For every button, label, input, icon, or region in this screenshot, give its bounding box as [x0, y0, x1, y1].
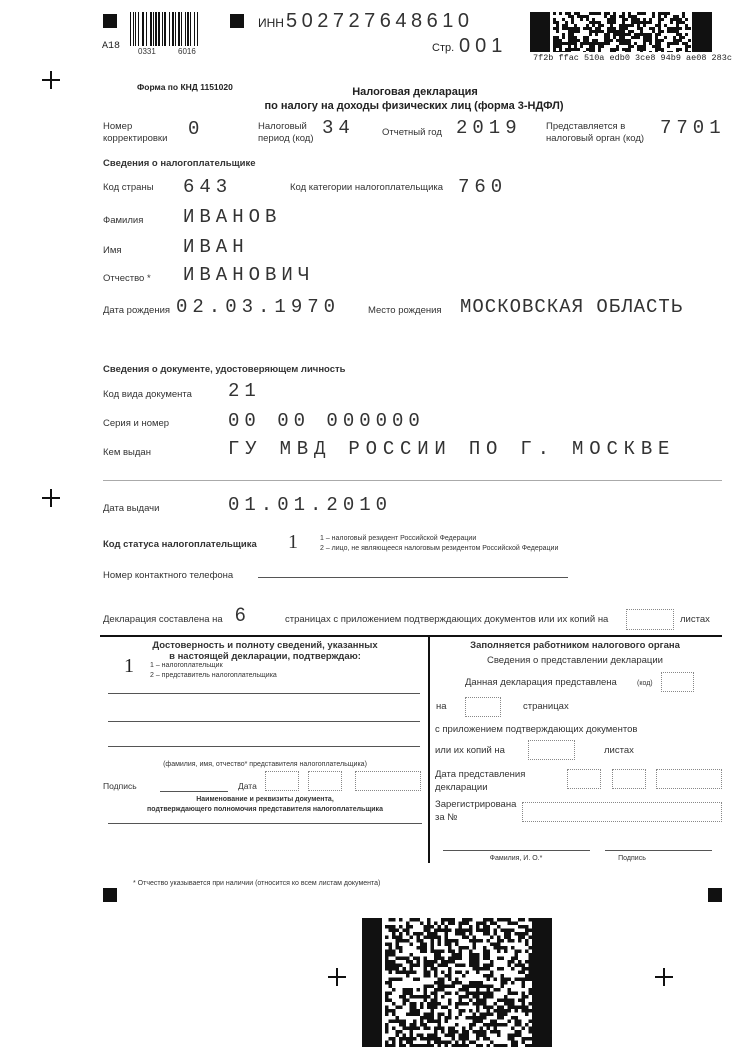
category-label: Код категории налогоплательщика [290, 182, 444, 193]
name-label: Имя [103, 245, 122, 256]
doc-line[interactable] [108, 823, 422, 824]
barcode-linear [130, 12, 200, 46]
date-label: Дата [238, 781, 257, 791]
birthdate-label: Дата рождения [103, 305, 171, 316]
birthdate-value: 02.03.1970 [176, 296, 341, 318]
office-pages-label: страницах [523, 701, 569, 712]
footnote: * Отчество указывается при наличии (относится ко всем листам документа) [133, 880, 381, 887]
submitted-code-field[interactable] [661, 672, 694, 692]
year-label: Отчетный год [382, 127, 442, 138]
reg-label: за № [435, 812, 458, 823]
correction-value: 0 [188, 118, 205, 140]
doc-series-value: 00 00 000000 [228, 410, 425, 432]
office-date-year-field[interactable] [656, 769, 722, 789]
date-month-field[interactable] [308, 771, 342, 791]
category-value: 760 [458, 176, 508, 198]
doc-issuer-value: ГУ МВД РОССИИ ПО Г. МОСКВЕ [228, 438, 676, 460]
office-subtitle: Сведения о представлении декларации [487, 655, 663, 666]
pages-value: 6 [235, 605, 251, 626]
marker-square [708, 888, 722, 902]
section-document: Сведения о документе, удостоверяющем личность [103, 364, 346, 375]
period-label: период (код) [258, 133, 314, 144]
authority-label: налоговый орган (код) [546, 133, 645, 144]
phone-field[interactable] [258, 577, 568, 578]
reg-label: Зарегистрирована [435, 799, 517, 810]
barcode-number: 0331 [138, 47, 156, 56]
attachments-sheets-field[interactable] [626, 609, 674, 630]
phone-label: Номер контактного телефона [103, 570, 234, 581]
pages-text: страницах с приложением подтверждающих документов или их копий на [285, 614, 609, 625]
marker-square [103, 888, 117, 902]
office-date-label: Дата представления [435, 769, 526, 780]
crosshair-icon [42, 71, 60, 89]
reg-number-field[interactable] [522, 802, 722, 822]
birthplace-label: Место рождения [368, 305, 442, 316]
divider-vertical [428, 636, 430, 863]
patronymic-value: ИВАНОВИЧ [183, 264, 315, 286]
attach-label: с приложением подтверждающих документов [435, 724, 638, 735]
authority-value: 7701 [660, 117, 726, 139]
office-title: Заполняется работником налогового органа [470, 640, 680, 651]
status-value: 1 [288, 531, 303, 553]
confirm-value: 1 [124, 655, 134, 677]
sheets-label: листах [680, 614, 710, 625]
divider-thick [100, 635, 722, 637]
signature-field[interactable] [160, 791, 228, 792]
country-value: 643 [183, 176, 233, 198]
confirm-note: 2 – представитель налогоплательщика [150, 672, 277, 679]
fio-line[interactable] [443, 850, 590, 851]
year-value: 2019 [456, 117, 522, 139]
doc-series-label: Серия и номер [103, 418, 170, 429]
period-value: 34 [322, 117, 355, 139]
doc-type-label: Код вида документа [103, 389, 192, 400]
signature-label: Подпись [103, 781, 137, 791]
copies-field[interactable] [528, 740, 575, 760]
marker-square [230, 14, 244, 28]
divider [103, 480, 722, 481]
doc-type-value: 21 [228, 380, 261, 402]
doc-issuer-label: Кем выдан [103, 447, 151, 458]
representative-line[interactable] [108, 721, 420, 722]
confirm-title: Достоверность и полноту сведений, указанных [152, 640, 378, 651]
patronymic-label: Отчество * [103, 273, 151, 284]
office-date-month-field[interactable] [612, 769, 646, 789]
barcode-2d [530, 12, 712, 52]
crosshair-icon [328, 968, 346, 986]
barcode-2d-bottom [362, 918, 552, 1047]
date-year-field[interactable] [355, 771, 421, 791]
section-taxpayer: Сведения о налогоплательщике [103, 158, 256, 169]
marker-square [103, 14, 117, 28]
copies-label: или их копий на [435, 745, 505, 756]
office-sign-caption: Подпись [618, 855, 646, 862]
on-label: на [436, 701, 447, 712]
inn-value: 502727648610 [286, 10, 474, 32]
representative-line[interactable] [108, 746, 420, 747]
authority-label: Представляется в [546, 121, 626, 132]
fio-caption: (фамилия, имя, отчество* представителя налогоплательщика) [163, 761, 367, 768]
barcode-number: 6016 [178, 47, 196, 56]
representative-line[interactable] [108, 693, 420, 694]
page-label: Стр. [432, 42, 455, 54]
pages-label: Декларация составлена на [103, 614, 223, 625]
doc-caption: подтверждающего полномочия представителя налогоплательщика [147, 806, 383, 813]
page-number: 001 [459, 35, 508, 57]
date-day-field[interactable] [265, 771, 299, 791]
country-label: Код страны [103, 182, 154, 193]
status-note: 1 – налоговый резидент Российской Федерации [320, 535, 477, 542]
period-label: Налоговый [258, 121, 307, 132]
form-knd: Форма по КНД 1151020 [137, 82, 233, 92]
submitted-label: Данная декларация представлена [465, 677, 617, 688]
correction-label: корректировки [103, 133, 168, 144]
status-note: 2 – лицо, не являющееся налоговым резидентом Российской Федерации [320, 545, 559, 552]
office-sheets-label: листах [604, 745, 634, 756]
surname-label: Фамилия [103, 215, 144, 226]
form-subtitle: по налогу на доходы физических лиц (форма 3-НДФЛ) [264, 100, 564, 112]
office-date-day-field[interactable] [567, 769, 601, 789]
birthplace-value: МОСКОВСКАЯ ОБЛАСТЬ [460, 296, 684, 318]
surname-value: ИВАНОВ [183, 206, 282, 228]
doc-caption: Наименование и реквизиты документа, [196, 796, 334, 803]
code-label: (код) [637, 680, 653, 687]
crosshair-icon [655, 968, 673, 986]
form-title: Налоговая декларация [352, 86, 478, 98]
barcode-code: A18 [102, 41, 121, 52]
office-date-label: декларации [435, 782, 488, 793]
inn-label: ИНН [258, 16, 284, 30]
issue-date-value: 01.01.2010 [228, 494, 393, 516]
sign-line[interactable] [605, 850, 712, 851]
office-fio-caption: Фамилия, И. О.* [489, 855, 543, 862]
office-pages-field[interactable] [465, 697, 501, 717]
status-label: Код статуса налогоплательщика [103, 539, 257, 550]
barcode-hash: 7f2b ffac 510a edb0 3ce8 94b9 ae08 283c [533, 53, 732, 63]
confirm-title: в настоящей декларации, подтверждаю: [169, 651, 361, 662]
issue-date-label: Дата выдачи [103, 503, 160, 514]
confirm-note: 1 – налогоплательщик [150, 662, 223, 669]
crosshair-icon [42, 489, 60, 507]
name-value: ИВАН [183, 236, 249, 258]
correction-label: Номер [103, 121, 133, 132]
